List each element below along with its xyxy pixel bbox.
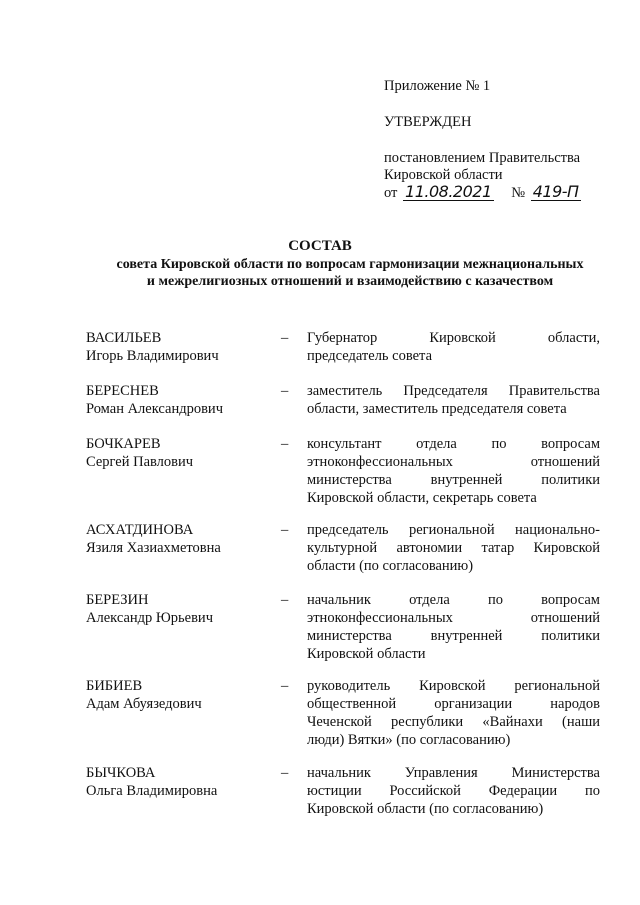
member-role	[307, 764, 600, 818]
handwritten-date: 11.08.2021	[405, 182, 492, 201]
member-role	[307, 591, 600, 663]
member-surname: БЫЧКОВА	[86, 765, 156, 781]
member-given-names: Александр Юрьевич	[86, 610, 213, 626]
member-given-names: Язиля Хазиахметовна	[86, 540, 221, 556]
member-role-line: министерства внутренней политики	[307, 628, 600, 644]
member-role-line: председатель совета	[307, 348, 433, 364]
member-role-line: председатель региональной национально-	[307, 522, 600, 538]
member-surname: АСХАТДИНОВА	[86, 522, 194, 538]
member-surname: БЕРЕСНЕВ	[86, 383, 159, 399]
member-dash: –	[281, 436, 289, 452]
member-role-line: Губернатор Кировской области,	[307, 330, 600, 346]
member-given-names: Роман Александрович	[86, 401, 223, 417]
member-role-line: Чеченской республики «Вайнахи (наши	[307, 714, 600, 730]
member-given-names: Игорь Владимирович	[86, 348, 219, 364]
member-role-line: общественной организации народов	[307, 696, 600, 712]
number-prefix: №	[511, 185, 526, 201]
member-role	[307, 435, 600, 507]
member-given-names: Адам Абуязедович	[86, 696, 202, 712]
approved-label: УТВЕРЖДЕН	[384, 114, 472, 130]
resolution-line-2: Кировской области	[384, 167, 503, 183]
member-dash: –	[281, 765, 289, 781]
member-surname: БИБИЕВ	[86, 678, 143, 694]
member-given-names: Ольга Владимировна	[86, 783, 218, 799]
member-role	[307, 521, 600, 575]
member-role-line: области, заместитель председателя совета	[307, 401, 567, 417]
member-role-line: руководитель Кировской региональной	[307, 678, 600, 694]
member-role-line: Кировской области (по согласованию)	[307, 801, 544, 817]
handwritten-number: 419-П	[532, 182, 579, 201]
resolution-line-1: постановлением Правительства	[384, 150, 581, 166]
member-role	[307, 677, 600, 749]
member-role-line: области (по согласованию)	[307, 558, 474, 574]
subtitle-line-1: совета Кировской области по вопросам гармонизации межнациональных	[116, 257, 584, 272]
member-role-line: этноконфессиональных отношений	[307, 454, 600, 470]
appendix-label: Приложение № 1	[384, 78, 491, 94]
member-dash: –	[281, 383, 289, 399]
date-prefix: от	[384, 185, 398, 201]
member-dash: –	[281, 678, 289, 694]
member-role-line: Кировской области	[307, 646, 426, 662]
document-title: СОСТАВ	[288, 238, 352, 254]
member-given-names: Сергей Павлович	[86, 454, 194, 470]
member-dash: –	[281, 330, 289, 346]
member-role	[307, 382, 600, 418]
member-role-line: юстиции Российской Федерации по	[307, 783, 600, 799]
member-role-line: начальник Управления Министерства	[307, 765, 600, 781]
resolution-date-line	[384, 183, 581, 202]
member-surname: БЕРЕЗИН	[86, 592, 149, 608]
member-role-line: этноконфессиональных отношений	[307, 610, 600, 626]
member-surname: ВАСИЛЬЕВ	[86, 330, 162, 346]
subtitle-line-2: и межрелигиозных отношений и взаимодействию с казачеством	[146, 274, 554, 289]
member-role-line: консультант отдела по вопросам	[307, 436, 600, 452]
member-role-line: люди) Вятки» (по согласованию)	[307, 732, 511, 748]
member-dash: –	[281, 522, 289, 538]
member-role-line: начальник отдела по вопросам	[307, 592, 600, 608]
document-subtitle	[60, 256, 640, 290]
member-role-line: заместитель Председателя Правительства	[307, 383, 600, 399]
member-surname: БОЧКАРЕВ	[86, 436, 161, 452]
member-role-line: министерства внутренней политики	[307, 472, 600, 488]
member-role	[307, 329, 600, 365]
member-dash: –	[281, 592, 289, 608]
member-role-line: Кировской области, секретарь совета	[307, 490, 537, 506]
member-role-line: культурной автономии татар Кировской	[307, 540, 600, 556]
